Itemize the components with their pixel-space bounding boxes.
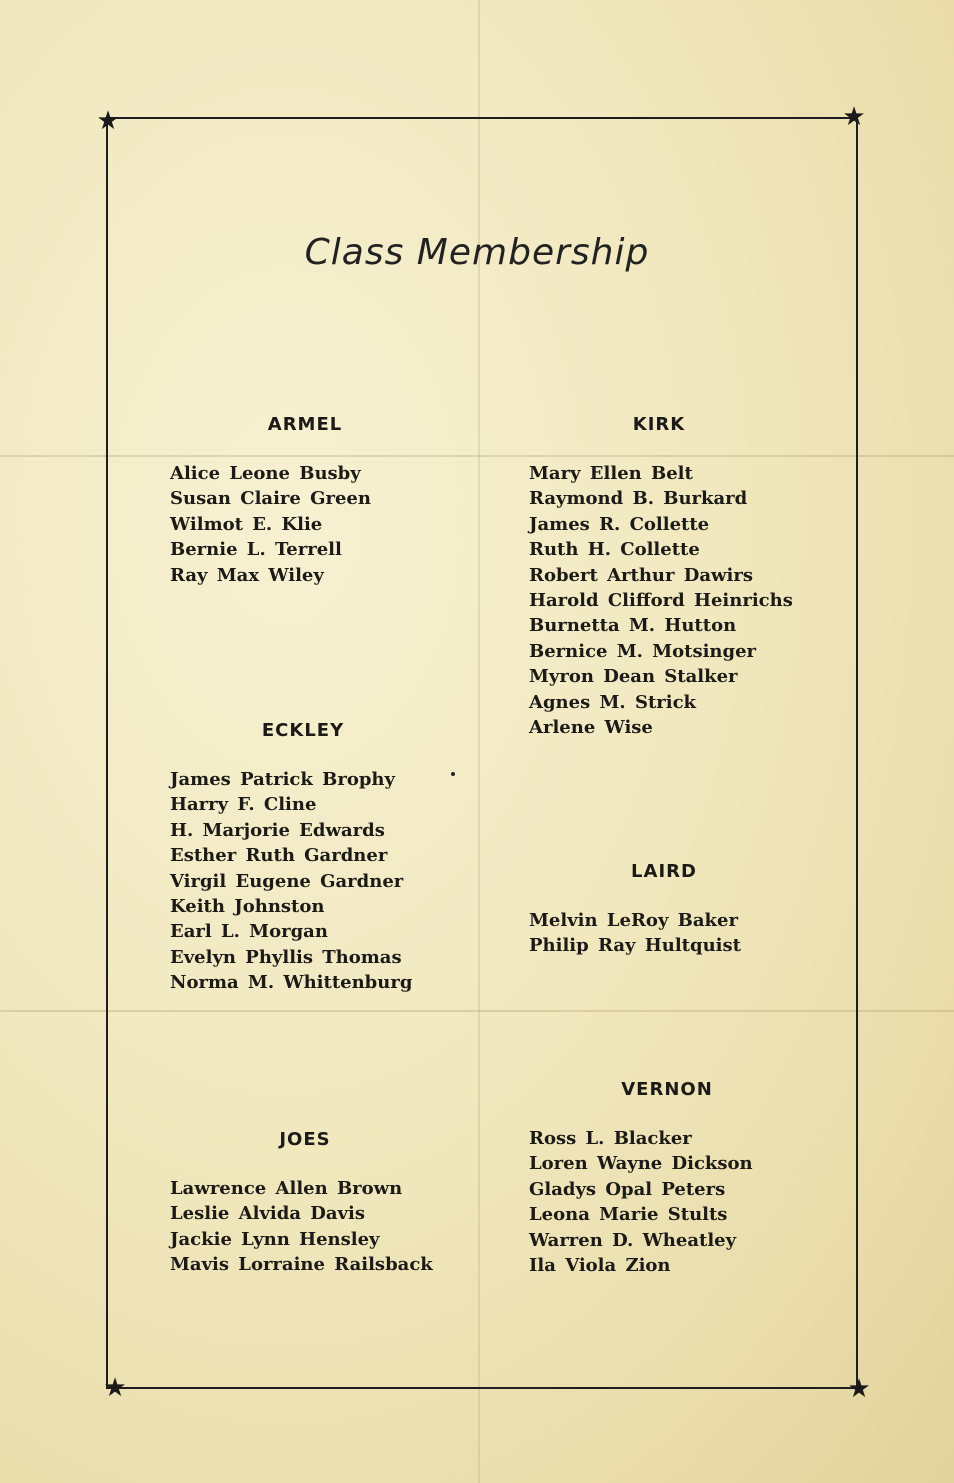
member-name: Harry F. Cline: [170, 794, 317, 816]
member-name: Raymond B. Burkard: [529, 488, 748, 510]
member-name: Burnetta M. Hutton: [529, 615, 737, 637]
member-name: Virgil Eugene Gardner: [170, 870, 404, 892]
group-heading: JOES: [279, 1129, 331, 1150]
member-name: Mary Ellen Belt: [529, 463, 693, 484]
member-name: Philip Ray Hultquist: [529, 935, 741, 957]
group-kirk: [529, 414, 793, 740]
member-name: Earl L. Morgan: [170, 921, 328, 943]
member-name: Leona Marie Stults: [529, 1204, 728, 1226]
group-eckley: [170, 720, 436, 996]
group-heading: ECKLEY: [261, 720, 345, 741]
member-name: Leslie Alvida Davis: [170, 1203, 365, 1225]
member-name: Ruth H. Collette: [529, 539, 700, 561]
member-name: Warren D. Wheatley: [529, 1229, 737, 1251]
member-name: Melvin LeRoy Baker: [529, 910, 738, 931]
member-name: Gladys Opal Peters: [529, 1178, 726, 1200]
member-name: Myron Dean Stalker: [529, 666, 738, 688]
member-name: Evelyn Phyllis Thomas: [170, 946, 402, 968]
member-name: Robert Arthur Dawirs: [529, 564, 753, 586]
member-name: Ila Viola Zion: [529, 1255, 671, 1277]
member-name: Bernie L. Terrell: [170, 539, 342, 561]
group-armel: [170, 414, 440, 588]
corner-star-icon: ★: [103, 1373, 127, 1403]
member-name: Susan Claire Green: [170, 488, 371, 510]
member-name: Ross L. Blacker: [529, 1128, 692, 1149]
corner-star-icon: ★: [96, 106, 120, 136]
member-name: James R. Collette: [529, 513, 710, 535]
member-name: Keith Johnston: [170, 896, 325, 918]
member-name: Lawrence Allen Brown: [170, 1178, 403, 1199]
page-title: Class Membership: [304, 232, 650, 273]
corner-star-icon: ★: [842, 102, 866, 132]
group-heading: LAIRD: [631, 861, 697, 882]
stray-dot: [451, 772, 455, 776]
member-name: Ray Max Wiley: [170, 564, 324, 586]
member-name: Norma M. Whittenburg: [170, 972, 413, 994]
member-name: Alice Leone Busby: [170, 463, 361, 484]
group-joes: [170, 1129, 440, 1278]
member-name: Jackie Lynn Hensley: [170, 1228, 380, 1250]
group-heading: ARMEL: [267, 414, 343, 435]
member-name: Bernice M. Motsinger: [529, 640, 757, 662]
group-vernon: [529, 1079, 805, 1278]
member-name: Loren Wayne Dickson: [529, 1153, 753, 1175]
group-laird: [529, 861, 799, 959]
member-name: James Patrick Brophy: [170, 769, 395, 790]
member-name: Agnes M. Strick: [529, 691, 697, 713]
member-name: Harold Clifford Heinrichs: [529, 590, 793, 612]
group-heading: VERNON: [621, 1079, 713, 1100]
group-heading: KIRK: [632, 414, 686, 435]
member-name: Wilmot E. Klie: [170, 513, 323, 535]
member-name: Mavis Lorraine Railsback: [170, 1254, 433, 1276]
member-name: Arlene Wise: [529, 717, 653, 739]
member-name: H. Marjorie Edwards: [170, 819, 385, 841]
member-name: Esther Ruth Gardner: [170, 845, 388, 867]
corner-star-icon: ★: [847, 1374, 871, 1404]
